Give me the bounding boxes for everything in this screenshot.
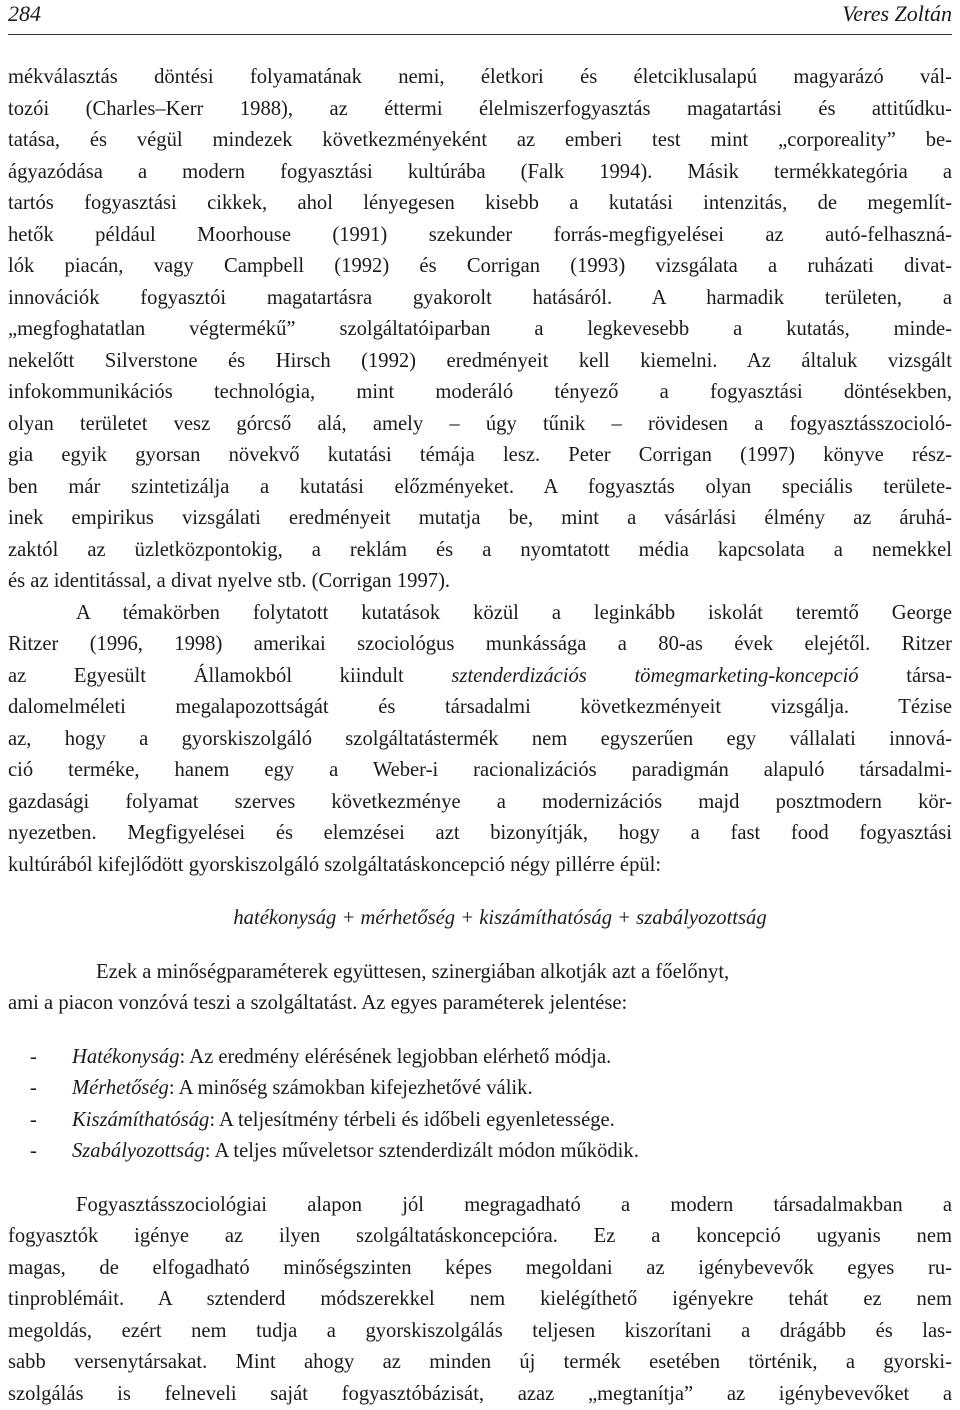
list-term: Hatékonyság: [72, 1046, 180, 1068]
list-item: [8, 1073, 952, 1105]
text-line: ágyazódása a modern fogyasztási kultúrába (Falk 1994). Másik termékkategória a: [8, 157, 952, 189]
parameter-list: [8, 1042, 952, 1168]
list-term: Mérhetőség: [72, 1077, 169, 1099]
text-line: gia egyik gyorsan növekvő kutatási témája lesz. Peter Corrigan (1997) könyve rész-: [8, 440, 952, 472]
text-line: „megfoghatatlan végtermékű” szolgáltatóiparban a legkevesebb a kutatás, minde-: [8, 314, 952, 346]
text-run: az Egyesült Államokból kiindult: [8, 665, 451, 687]
text-line: nekelőtt Silverstone és Hirsch (1992) eredményeit kell kiemelni. Az általuk vizsgált: [8, 346, 952, 378]
text-run: társa-: [859, 665, 952, 687]
list-dash: -: [8, 1073, 72, 1105]
paragraph-4: [8, 1190, 952, 1410]
running-header: [8, 0, 952, 35]
text-line: tatása, és végül mindezek következményeként az emberi test mint „corporeality” be-: [8, 125, 952, 157]
text-line: magas, de elfogadható minőségszinten képes megoldani az igénybevevők egyes ru-: [8, 1253, 952, 1285]
text-line: megoldás, ezért nem tudja a gyorskiszolgálás teljesen kiszorítani a drágább és las-: [8, 1316, 952, 1348]
formula-line: hatékonyság + mérhetőség + kiszámíthatóság + szabályozottság: [8, 903, 952, 935]
text-line: és az identitással, a divat nyelve stb. (Corrigan 1997).: [8, 566, 952, 598]
text-line: nyezetben. Megfigyelései és elemzései azt bizonyítják, hogy a fast food fogyasztási: [8, 818, 952, 850]
text-line: A témakörben folytatott kutatások közül a leginkább iskolát teremtő George: [8, 598, 952, 630]
text-line: zaktól az üzletközpontokig, a reklám és a nyomtatott média kapcsolata a nemekkel: [8, 535, 952, 567]
list-dash: -: [8, 1136, 72, 1168]
text-line: Ritzer (1996, 1998) amerikai szociológus munkássága a 80-as évek elejétől. Ritzer: [8, 629, 952, 661]
list-dash: -: [8, 1105, 72, 1137]
text-line: [8, 661, 952, 693]
spacer: [8, 935, 952, 957]
text-line: innovációk fogyasztói magatartásra gyakorolt hatásáról. A harmadik területen, a: [8, 283, 952, 315]
spacer: [8, 1168, 952, 1190]
page-number: 284: [8, 0, 41, 28]
text-line: inek empirikus vizsgálati eredményeit mutatja be, mint a vásárlási élmény az áruhá-: [8, 503, 952, 535]
text-line: ció terméke, hanem egy a Weber-i racionalizációs paradigmán alapuló társadalmi-: [8, 755, 952, 787]
text-line: Ezek a minőségparaméterek együttesen, szinergiában alkotják azt a főelőnyt,: [8, 957, 952, 989]
text-line: fogyasztók igénye az ilyen szolgáltatáskoncepcióra. Ez a koncepció ugyanis nem: [8, 1221, 952, 1253]
list-text: : A teljesítmény térbeli és időbeli egyenletessége.: [209, 1109, 614, 1131]
paragraph-2: [8, 598, 952, 882]
text-line: olyan területet vesz górcső alá, amely – úgy tűnik – rövidesen a fogyasztásszocioló-: [8, 409, 952, 441]
list-term: Szabályozottság: [72, 1140, 205, 1162]
text-line: gazdasági folyamat szerves következménye a modernizációs majd posztmodern kör-: [8, 787, 952, 819]
text-line: az, hogy a gyorskiszolgáló szolgáltatástermék nem egyszerűen egy vállalati innová-: [8, 724, 952, 756]
list-dash: -: [8, 1042, 72, 1074]
text-line: kultúrából kifejlődött gyorskiszolgáló szolgáltatáskoncepció négy pillérre épül:: [8, 850, 952, 882]
text-line: tozói (Charles–Kerr 1988), az éttermi élelmiszerfogyasztás magatartási és attitűdku-: [8, 94, 952, 126]
text-line: szolgálás is felneveli saját fogyasztóbázisát, azaz „megtanítja” az igénybevevőket a: [8, 1379, 952, 1410]
body-text: [8, 62, 952, 1410]
emphasis-term: sztenderdizációs tömegmarketing-koncepció: [451, 665, 858, 687]
text-line: lók piacán, vagy Campbell (1992) és Corrigan (1993) vizsgálata a ruházati divat-: [8, 251, 952, 283]
list-item: [8, 1136, 952, 1168]
spacer: [8, 881, 952, 903]
list-item: [8, 1105, 952, 1137]
text-line: mékválasztás döntési folyamatának nemi, életkori és életciklusalapú magyarázó vál-: [8, 62, 952, 94]
list-text: : A teljes műveletsor sztenderdizált módon működik.: [205, 1140, 639, 1162]
list-text: : A minőség számokban kifejezhetővé válik.: [169, 1077, 533, 1099]
text-line: ami a piacon vonzóvá teszi a szolgáltatást. Az egyes paraméterek jelentése:: [8, 988, 952, 1020]
text-line: tartós fogyasztási cikkek, ahol lényegesen kisebb a kutatási intenzitás, de megemlít-: [8, 188, 952, 220]
list-text: : Az eredmény elérésének legjobban elérhető módja.: [180, 1046, 612, 1068]
text-line: Fogyasztásszociológiai alapon jól megragadható a modern társadalmakban a: [8, 1190, 952, 1222]
spacer: [8, 1020, 952, 1042]
paragraph-3: [8, 957, 952, 1020]
text-line: ben már szintetizálja a kutatási előzményeket. A fogyasztás olyan speciális területe-: [8, 472, 952, 504]
text-line: sabb versenytársakat. Mint ahogy az minden új termék esetében történik, a gyorski-: [8, 1347, 952, 1379]
running-author: Veres Zoltán: [842, 0, 952, 28]
text-line: hetők például Moorhouse (1991) szekunder forrás-megfigyelései az autó-felhaszná-: [8, 220, 952, 252]
list-item: [8, 1042, 952, 1074]
text-line: tinproblémáit. A sztenderd módszerekkel nem kielégíthető igényekre tehát ez nem: [8, 1284, 952, 1316]
text-line: dalomelméleti megalapozottságát és társadalmi következményeit vizsgálja. Tézise: [8, 692, 952, 724]
paragraph-1: [8, 62, 952, 598]
list-term: Kiszámíthatóság: [72, 1109, 209, 1131]
text-line: infokommunikációs technológia, mint moderáló tényező a fogyasztási döntésekben,: [8, 377, 952, 409]
